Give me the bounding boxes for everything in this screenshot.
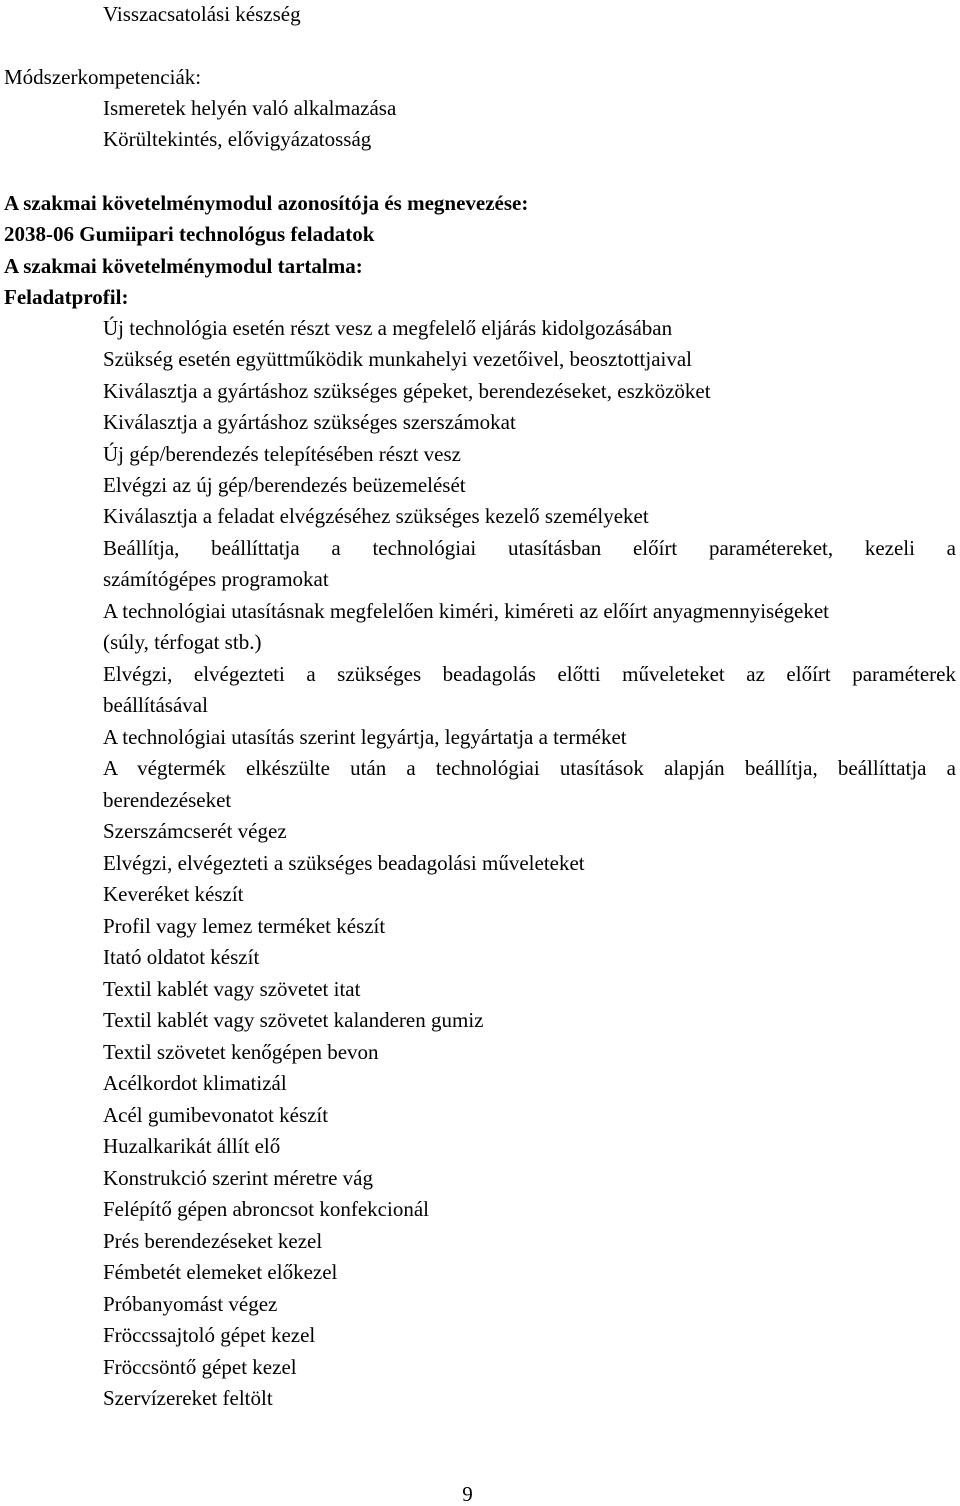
module-content-heading: A szakmai követelménymodul tartalma: [4, 254, 363, 278]
task-item: Kiválasztja a feladat elvégzéséhez szükséges kezelő személyeket [103, 504, 649, 528]
task-item: Szerszámcserét végez [103, 819, 287, 843]
page-number: 9 [462, 1482, 473, 1506]
method-competency-item: Ismeretek helyén való alkalmazása [103, 96, 397, 120]
task-item-continuation: beállításával [103, 693, 208, 717]
task-item-justified: Elvégzi, elvégezteti a szükséges beadagolás előtti műveleteket az előírt paraméterek [103, 662, 956, 686]
module-id-value: 2038-06 Gumiipari technológus feladatok [4, 222, 375, 246]
task-item: Itató oldatot készít [103, 945, 260, 969]
task-item: Fröccsöntő gépet kezel [103, 1355, 297, 1379]
task-item: Konstrukció szerint méretre vág [103, 1166, 373, 1190]
method-competencies-heading: Módszerkompetenciák: [4, 65, 202, 89]
module-id-heading: A szakmai követelménymodul azonosítója és megnevezése: [4, 191, 529, 215]
task-item-justified: A végtermék elkészülte után a technológiai utasítások alapján beállítja, beállíttatja a [103, 756, 956, 780]
task-item: Szervízereket feltölt [103, 1386, 273, 1410]
task-item: A technológiai utasítás szerint legyártja, legyártatja a terméket [103, 725, 627, 749]
task-item: Acél gumibevonatot készít [103, 1103, 329, 1127]
task-item: Kiválasztja a gyártáshoz szükséges gépeket, berendezéseket, eszközöket [103, 379, 711, 403]
task-item: Felépítő gépen abroncsot konfekcionál [103, 1197, 429, 1221]
task-item: Keveréket készít [103, 882, 244, 906]
task-item: Prés berendezéseket kezel [103, 1229, 323, 1253]
task-item: A technológiai utasításnak megfelelően kiméri, kiméreti az előírt anyagmennyiségeket [103, 599, 829, 623]
task-item: Textil kablét vagy szövetet kalanderen gumiz [103, 1008, 484, 1032]
task-item: Elvégzi, elvégezteti a szükséges beadagolási műveleteket [103, 851, 585, 875]
method-competency-item: Körültekintés, elővigyázatosság [103, 127, 372, 151]
task-item: Acélkordot klimatizál [103, 1071, 287, 1095]
task-item-continuation: berendezéseket [103, 788, 232, 812]
task-item: Próbanyomást végez [103, 1292, 278, 1316]
task-item: Kiválasztja a gyártáshoz szükséges szerszámokat [103, 410, 516, 434]
task-item: Fémbetét elemeket előkezel [103, 1260, 338, 1284]
skill-line: Visszacsatolási készség [103, 2, 301, 26]
task-item: Új technológia esetén részt vesz a megfelelő eljárás kidolgozásában [103, 316, 673, 340]
task-item-justified: Beállítja, beállíttatja a technológiai utasításban előírt paramétereket, kezeli a [103, 536, 956, 560]
task-item-continuation: (súly, térfogat stb.) [103, 630, 262, 654]
task-item: Textil kablét vagy szövetet itat [103, 977, 361, 1001]
task-item: Új gép/berendezés telepítésében részt vesz [103, 442, 461, 466]
task-item: Huzalkarikát állít elő [103, 1134, 281, 1158]
task-item: Textil szövetet kenőgépen bevon [103, 1040, 379, 1064]
task-item: Fröccssajtoló gépet kezel [103, 1323, 316, 1347]
task-item: Profil vagy lemez terméket készít [103, 914, 386, 938]
profile-heading: Feladatprofil: [4, 285, 129, 309]
task-item: Elvégzi az új gép/berendezés beüzemelését [103, 473, 466, 497]
task-item: Szükség esetén együttműködik munkahelyi vezetőivel, beosztottjaival [103, 347, 693, 371]
task-item-continuation: számítógépes programokat [103, 567, 329, 591]
